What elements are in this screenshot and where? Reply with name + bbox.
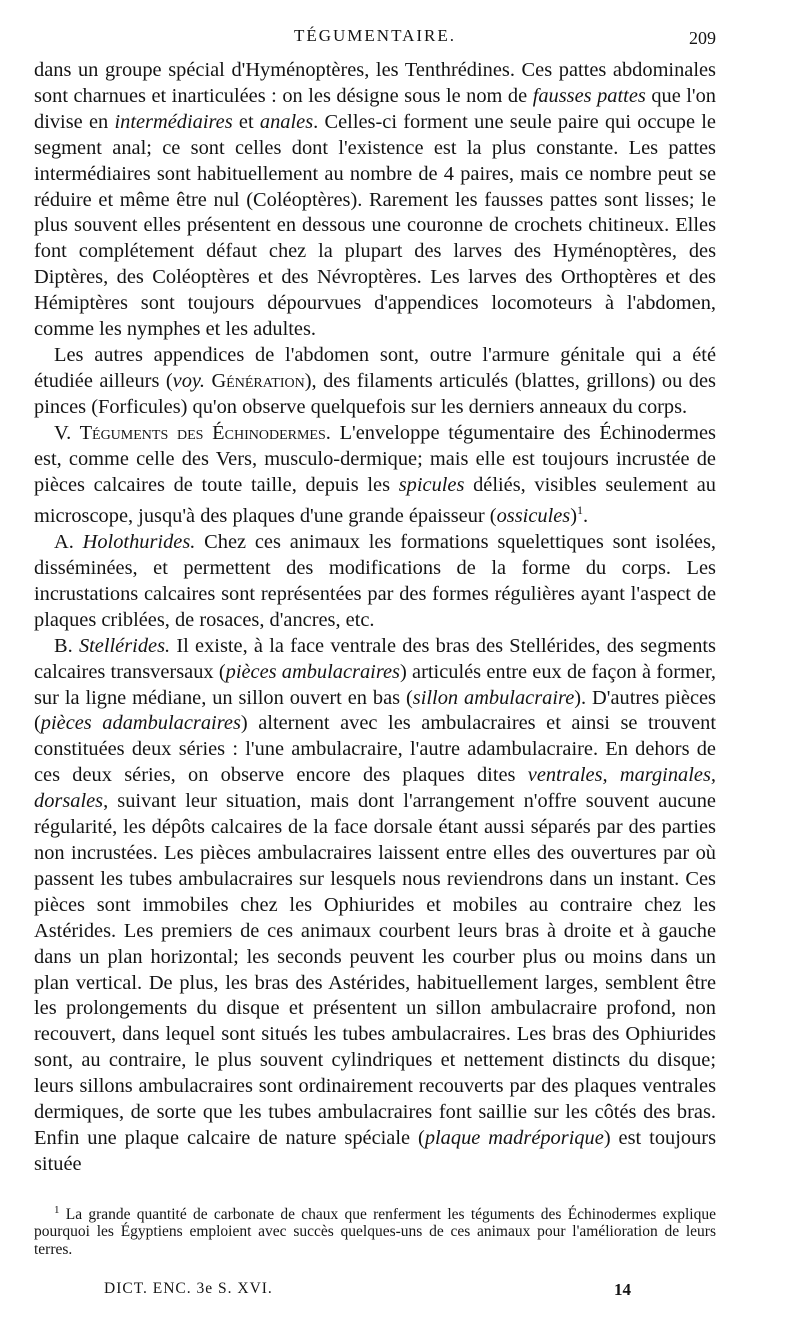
page [34, 22, 716, 1302]
text-run: ). D'autres pièces ( [34, 686, 716, 735]
signature-mark: DICT. ENC. 3e S. XVI. [104, 1280, 273, 1298]
footnote-marker: 1 [54, 1203, 60, 1216]
paragraph-autres-appendices [34, 343, 716, 421]
signature-number: 14 [614, 1280, 631, 1300]
text-run: , suivant leur situation, mais dont l'arrangement n'offre souvent aucune régularité, les dépôts calcaires de la face dorsale étant aussi séparés par des parties non incrustées. Les pièces ambulacraires laissent entre elles des ouvertures par où passent les tubes ambulacraires sur lesquels nous reviendrons dans un instant. Ces pièces sont immobiles chez les Ophiurides et mobiles au contraire chez les Astérides. Les premiers de ces animaux courbent leurs bras à droite et à gauche dans un plan horizontal; les seconds peuvent les courber plus ou moins dans un plan vertical. De plus, les bras des Astérides, habituellement larges, semblent être les prolongements du disque et présentent un sillon ambulacraire profond, non recouvert, dans lequel sont situés les tubes ambulacraires. Les bras des Ophiurides sont, au contraire, le plus souvent cylindriques et nettement distincts du disque; leurs sillons ambulacraires sont ordinairement recouverts par des plaques ventrales dermiques, de sorte que les tubes ambulacraires font saillie sur les côtés des bras. Enfin une plaque calcaire de nature spéciale ( [34, 790, 716, 1149]
italic-term: fausses pattes [532, 84, 646, 107]
text-run: ) est toujours située [34, 1126, 717, 1175]
signature-line [34, 1280, 716, 1302]
italic-term: anales [259, 110, 314, 133]
text-run: déliés, visibles seulement au microscope, jusqu'à des plaques d'une grande épaisseur ( [34, 473, 716, 528]
italic-term: sillon ambulacraire [412, 686, 575, 709]
footnote-reference: 1 [577, 503, 584, 518]
italic-term: intermédiaires [114, 110, 233, 133]
text-run: ), des filaments articulés (blattes, grillons) ou des pinces (Forficules) qu'on observe quelquefois sur les derniers anneaux du corps. [34, 369, 716, 418]
italic-term: ossicules [496, 505, 571, 528]
cross-reference: Génération [211, 369, 305, 392]
page-header [34, 22, 716, 50]
text-run: Les autres appendices de l'abdomen sont, outre l'armure génitale qui a été étudiée ailleurs ( [34, 343, 716, 392]
footnote [34, 1202, 716, 1259]
text-run: ) alternent avec les ambulacraires et ainsi se trouvent constituées deux séries : l'une ambulacraire, l'autre adambulacraire. En dehors de ces deux séries, on observe encore des plaques dites [34, 712, 716, 787]
text-run: Il existe, à la face ventrale des bras des Stellérides, des segments calcaires transversaux ( [34, 634, 716, 683]
text-run: A. [54, 531, 83, 554]
italic-term: Stellérides. [78, 634, 171, 657]
italic-term: spicules [398, 473, 465, 496]
paragraph-echinodermes [34, 421, 716, 530]
text-run: B. [54, 634, 79, 657]
text-run: que l'on divise en [34, 84, 716, 133]
text-run: et [232, 110, 260, 133]
italic-term: pièces ambulacraires [225, 660, 400, 683]
text-run: Chez ces animaux les formations squelettiques sont isolées, disséminées, et permettent des modifications de la forme du corps. Les incrustations calcaires sont représentées par des formes régulières ayant l'aspect de plaques criblées, de rosaces, d'ancres, etc. [34, 531, 717, 631]
paragraph-stellerides [34, 634, 716, 1178]
running-title: TÉGUMENTAIRE. [293, 26, 457, 45]
page-number: 209 [689, 28, 716, 48]
text-run: . [583, 505, 589, 528]
paragraph-holothurides [34, 530, 716, 634]
text-run: dans un groupe spécial d'Hyménoptères, les Tenthrédines. Ces pattes abdominales sont charnues et inarticulées : on les désigne sous le nom de [34, 59, 716, 107]
italic-term: Holothurides. [82, 531, 196, 554]
text-run: ) articulés entre eux de façon à former, sur la ligne médiane, un sillon ouvert en bas ( [34, 660, 717, 709]
paragraph-fausses-pattes [34, 58, 716, 343]
footnote-text: La grande quantité de carbonate de chaux que renferment les téguments des Échinodermes explique pourquoi les Égyptiens emploient avec succès quelques-uns de ces animaux pour l'amélioration de leurs terres. [34, 1205, 716, 1258]
section-heading: V. Téguments des Échinodermes. [54, 421, 331, 444]
italic-term: ventrales, marginales, dorsales [34, 764, 716, 813]
italic-term: plaque madréporique [424, 1126, 604, 1149]
italic-term: voy. [172, 369, 205, 392]
text-run: . Celles-ci forment une seule paire qui occupe le segment anal; ce sont celles dont l'existence est la plus constante. Les pattes intermédiaires sont habituellement au nombre de 4 paires, mais ce nombre peut se réduire et même être nul (Coléoptères). Rarement les fausses pattes sont lisses; le plus souvent elles présentent en dessous une couronne de crochets chitineux. Elles font complétement défaut chez la plupart des larves des Hyménoptères, des Diptères, des Coléoptères et des Névroptères. Les larves des Orthoptères et des Hémiptères sont toujours dépourvues d'appendices locomoteurs à l'abdomen, comme les nymphes et les adultes. [34, 110, 716, 341]
text-run: L'enveloppe tégumentaire des Échinodermes est, comme celle des Vers, musculo-dermique; mais elle est toujours incrustée de pièces calcaires de toute taille, depuis les [34, 421, 716, 496]
text-run: ) [570, 505, 578, 528]
body-text [34, 58, 716, 1178]
italic-term: pièces adambulacraires [40, 712, 241, 735]
